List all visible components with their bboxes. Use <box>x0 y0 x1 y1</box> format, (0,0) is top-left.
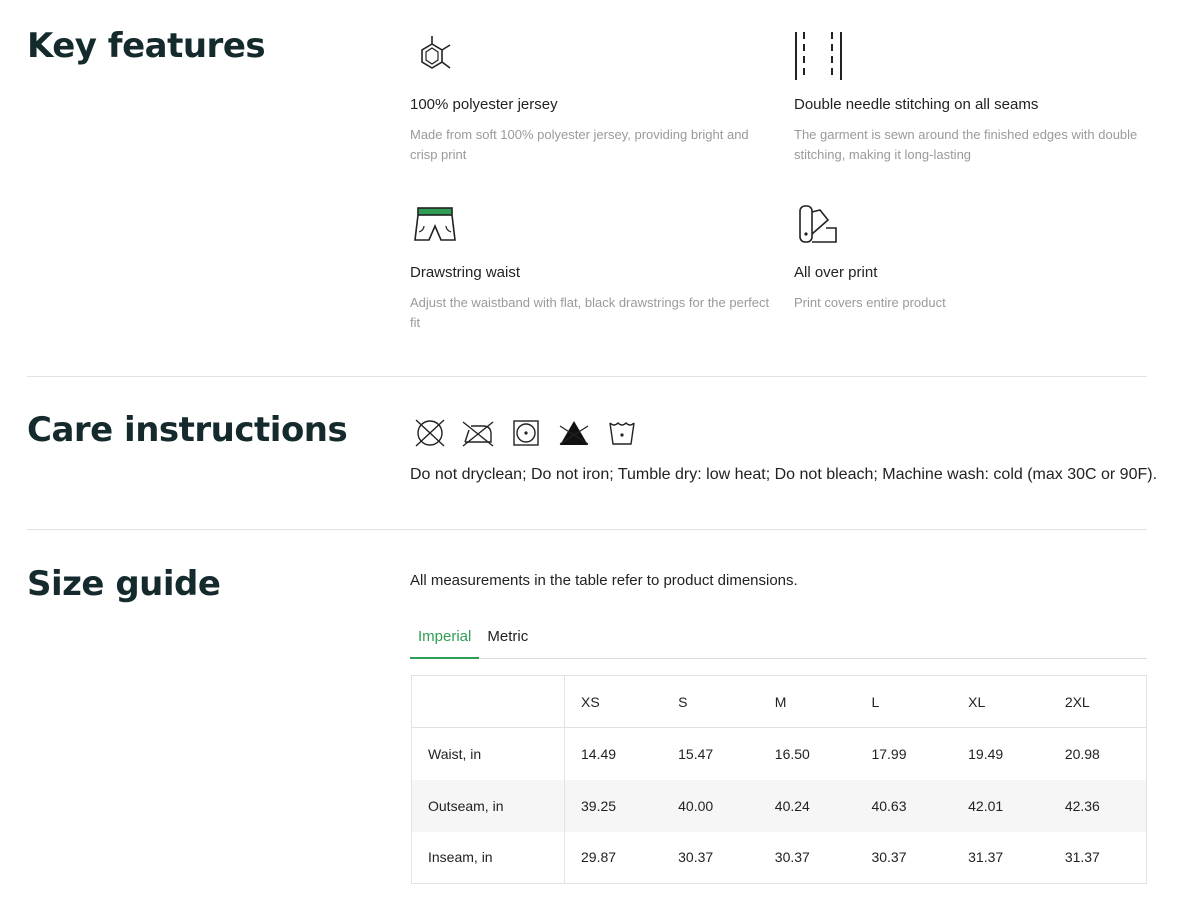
column-header: M <box>759 676 856 728</box>
tumble-dry-low-icon <box>506 418 546 448</box>
row-label: Outseam, in <box>412 780 565 832</box>
do-not-dryclean-icon <box>410 418 450 448</box>
table-cell: 40.24 <box>759 780 856 832</box>
feature-title: All over print <box>794 264 878 281</box>
care-instructions-text: Do not dryclean; Do not iron; Tumble dry: low heat; Do not bleach; Machine wash: cold (max 30C or 90F). <box>410 466 1158 483</box>
table-cell: 20.98 <box>1064 745 1100 762</box>
table-cell: 30.37 <box>871 849 907 866</box>
column-header: L <box>855 676 952 728</box>
table-header-empty <box>412 676 565 728</box>
fabric-molecule-icon <box>410 32 770 84</box>
table-cell: 42.36 <box>1049 780 1147 832</box>
table-cell: 19.49 <box>968 745 1004 762</box>
table-cell: 17.99 <box>871 745 907 762</box>
table-cell: 29.87 <box>581 849 617 866</box>
table-cell: 40.63 <box>855 780 952 832</box>
table-cell: 30.37 <box>774 849 810 866</box>
table-cell: 39.25 <box>565 780 663 832</box>
table-row <box>412 728 1147 780</box>
table-cell: 14.49 <box>581 745 617 762</box>
do-not-bleach-icon <box>554 418 594 448</box>
table-cell: 31.37 <box>968 849 1004 866</box>
table-cell: 15.47 <box>678 745 714 762</box>
care-instructions-title: Care instructions <box>27 410 348 450</box>
column-header: XL <box>952 676 1049 728</box>
column-header: 2XL <box>1049 676 1147 728</box>
feature-drawstring <box>410 200 770 333</box>
unit-tabs <box>410 620 1147 659</box>
size-guide-title: Size guide <box>27 564 221 604</box>
all-over-print-icon <box>794 200 1154 252</box>
stitching-icon <box>794 32 1154 84</box>
row-label: Inseam, in <box>412 832 565 884</box>
size-guide-note: All measurements in the table refer to product dimensions. <box>410 572 798 589</box>
section-divider <box>27 529 1147 530</box>
feature-description: Made from soft 100% polyester jersey, providing bright and crisp print <box>410 127 749 162</box>
feature-description: Print covers entire product <box>794 295 946 310</box>
table-cell: 30.37 <box>678 849 714 866</box>
feature-all-over-print <box>794 200 1154 313</box>
row-label: Waist, in <box>412 728 565 780</box>
table-cell: 31.37 <box>1064 849 1100 866</box>
shorts-waistband-icon <box>410 200 770 252</box>
key-features-title: Key features <box>27 26 266 66</box>
feature-polyester <box>410 32 770 165</box>
section-divider <box>27 376 1147 377</box>
tab-imperial[interactable]: Imperial <box>410 620 479 659</box>
feature-title: Double needle stitching on all seams <box>794 96 1039 113</box>
feature-description: Adjust the waistband with flat, black drawstrings for the perfect fit <box>410 295 770 330</box>
table-cell: 40.00 <box>662 780 759 832</box>
feature-description: The garment is sewn around the finished edges with double stitching, making it long-lasting <box>794 127 1138 162</box>
feature-stitching <box>794 32 1154 165</box>
care-icons <box>410 418 642 448</box>
table-row <box>412 832 1147 884</box>
feature-title: Drawstring waist <box>410 264 521 281</box>
do-not-iron-icon <box>458 418 498 448</box>
table-cell: 16.50 <box>774 745 810 762</box>
machine-wash-cold-icon <box>602 418 642 448</box>
column-header: S <box>662 676 759 728</box>
tab-metric[interactable]: Metric <box>487 628 529 645</box>
table-header-row <box>412 676 1147 728</box>
column-header: XS <box>565 676 663 728</box>
table-row <box>412 780 1147 832</box>
size-table <box>411 675 1147 884</box>
feature-title: 100% polyester jersey <box>410 96 558 113</box>
table-cell: 42.01 <box>952 780 1049 832</box>
